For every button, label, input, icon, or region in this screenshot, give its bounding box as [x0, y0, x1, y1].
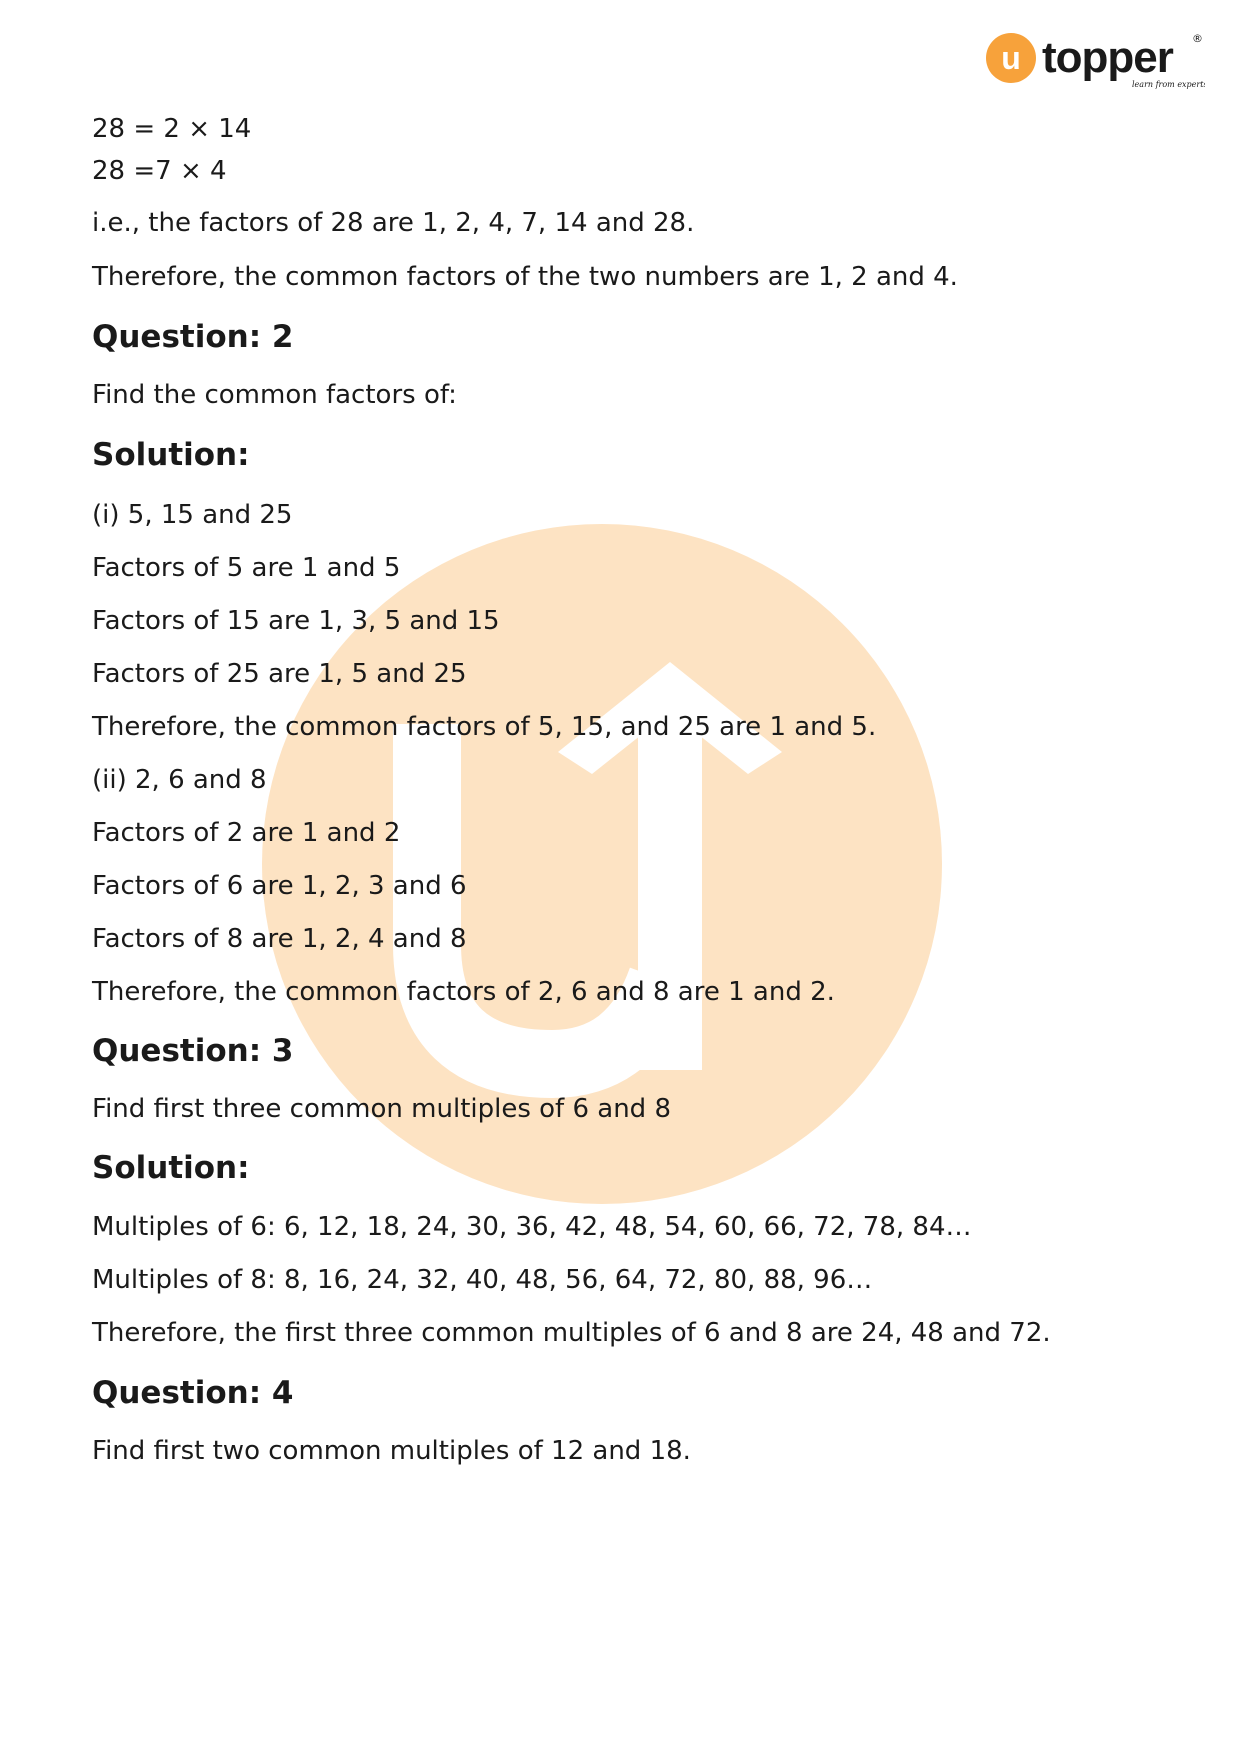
question-3-solution-heading: Solution: — [92, 1150, 250, 1186]
q2-part1-line1: Factors of 5 are 1 and 5 — [92, 553, 401, 583]
intro-line-2: 28 =7 × 4 — [92, 156, 227, 186]
q2-part2-line3: Factors of 8 are 1, 2, 4 and 8 — [92, 924, 467, 954]
question-3-text: Find first three common multiples of 6 and 8 — [92, 1094, 671, 1124]
intro-conclusion: Therefore, the common factors of the two numbers are 1, 2 and 4. — [92, 262, 958, 292]
q2-part2-line2: Factors of 6 are 1, 2, 3 and 6 — [92, 871, 467, 901]
registered-mark: ® — [1192, 32, 1203, 45]
question-3-heading: Question: 3 — [92, 1033, 294, 1069]
question-2-solution-heading: Solution: — [92, 437, 250, 473]
q2-part1-line2: Factors of 15 are 1, 3, 5 and 15 — [92, 606, 500, 636]
q2-part2-title: (ii) 2, 6 and 8 — [92, 765, 267, 795]
logo-tagline: learn from experts — [1132, 80, 1205, 89]
q2-part2-conclusion: Therefore, the common factors of 2, 6 and 8 are 1 and 2. — [92, 977, 835, 1007]
question-4-heading: Question: 4 — [92, 1375, 294, 1411]
question-2-heading: Question: 2 — [92, 319, 294, 355]
intro-line-1: 28 = 2 × 14 — [92, 114, 252, 144]
q2-part2-line1: Factors of 2 are 1 and 2 — [92, 818, 401, 848]
intro-line-3: i.e., the factors of 28 are 1, 2, 4, 7, 14 and 28. — [92, 208, 695, 238]
q3-conclusion: Therefore, the first three common multiples of 6 and 8 are 24, 48 and 72. — [92, 1318, 1051, 1348]
q2-part1-title: (i) 5, 15 and 25 — [92, 500, 293, 530]
question-2-text: Find the common factors of: — [92, 380, 457, 410]
q2-part1-line3: Factors of 25 are 1, 5 and 25 — [92, 659, 467, 689]
q3-multiples-of-6: Multiples of 6: 6, 12, 18, 24, 30, 36, 42, 48, 54, 60, 66, 72, 78, 84… — [92, 1212, 972, 1242]
q3-multiples-of-8: Multiples of 8: 8, 16, 24, 32, 40, 48, 56, 64, 72, 80, 88, 96… — [92, 1265, 873, 1295]
topper-logo — [985, 30, 1205, 100]
logo-letter: u — [1001, 40, 1021, 76]
question-4-text: Find first two common multiples of 12 and 18. — [92, 1436, 691, 1466]
q2-part1-conclusion: Therefore, the common factors of 5, 15, and 25 are 1 and 5. — [92, 712, 877, 742]
logo-word: topper — [1042, 33, 1173, 82]
topper-logo-mark — [985, 30, 1205, 100]
